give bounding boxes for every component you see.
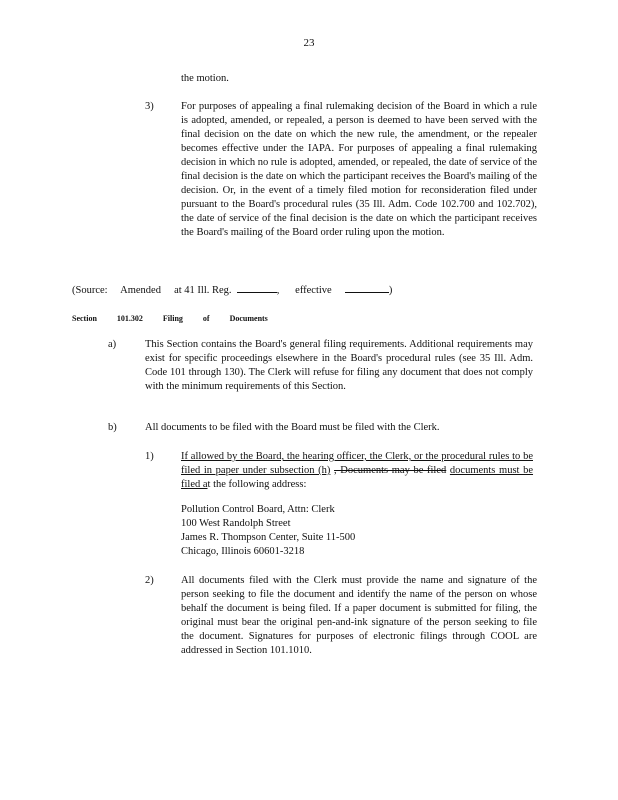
continued-line: the motion. [181,73,229,84]
inserted-text-1: If allowed by the Board, the hearing officer, the Clerk, or the procedural rules to be filed in paper under subsection (h) [181,451,533,476]
item-b2-text: All documents filed with the Clerk must provide the name and signature of the person seeking to file the document and identify the name of the person on whose behalf the document is being filed. If a paper document is submitted for filing, the original must bear the original pen-and-ink signature of the person seeking to file the document. Signatures for purposes of electronic filings through COOL are addressed in Section 101.1010. [181,575,537,656]
source-reg: at 41 Ill. Reg. [174,285,232,296]
reg-blank [237,282,277,293]
subsection-a-label: a) [108,339,117,350]
section-number: 101.302 [116,314,143,323]
subsection-b-label: b) [108,422,117,433]
page-number: 23 [303,37,315,49]
source-close: ) [388,285,393,296]
item-b1-label: 1) [145,451,154,462]
section-title-word-2: of [202,314,210,323]
section-heading [72,312,286,326]
address-line-3: James R. Thompson Center, Suite 11-500 [181,532,356,543]
inserted-text-2: documents must be filed a [181,465,534,490]
item-3-label: 3) [145,101,154,112]
section-title-word-3: Documents [229,314,268,323]
item-3-text: For purposes of appealing a final rulemaking decision of the Board in which a rule is adopted, amended, or repealed, a person is deemed to have been served with the final decision on the date on which the new rule, the amendment, or the repealer becomes effective under the IAPA. For purposes of appealing a final rulemaking decision in which no rule is adopted, amended, or repealed, the date of service of the final decision is the date on which the participant receives the Board's mailing of the decision. Or, in the event of a timely filed motion for reconsideration filed under pursuant to the Board's procedural rules (35 Ill. Adm. Code 102.700 and 102.702), the date of service of the final decision is the date on which the participant receives the Board's mailing of the Board order ruling upon the motion. [181,101,537,238]
source-label: (Source: [72,285,108,296]
item-b1-text [181,450,533,492]
address-line-1: Pollution Control Board, Attn: Clerk [181,504,335,515]
subsection-b-text: All documents to be filed with the Board must be filed with the Clerk. [145,422,440,433]
section-title-word-1: Filing [162,314,183,323]
deleted-text: , Documents may be filed [334,465,447,476]
source-amended: Amended [120,285,161,296]
source-note [72,282,472,298]
address-line-2: 100 West Randolph Street [181,518,291,529]
address-block [181,503,355,559]
source-comma: , [276,285,280,296]
effective-blank [345,282,389,293]
address-line-4: Chicago, Illinois 60601-3218 [181,546,305,557]
source-effective: effective [295,285,332,296]
subsection-a-text: This Section contains the Board's general filing requirements. Additional requirements may exist for specific proceedings elsewhere in the Board's procedural rules (see 35 Ill. Adm. Code 101 through 130). The Clerk will refuse for filing any document that does not comply with the minimum requirements of this Section. [145,339,533,392]
item-b2-label: 2) [145,575,154,586]
b1-rest: t the following address: [207,479,307,490]
section-label: Section [72,314,97,323]
